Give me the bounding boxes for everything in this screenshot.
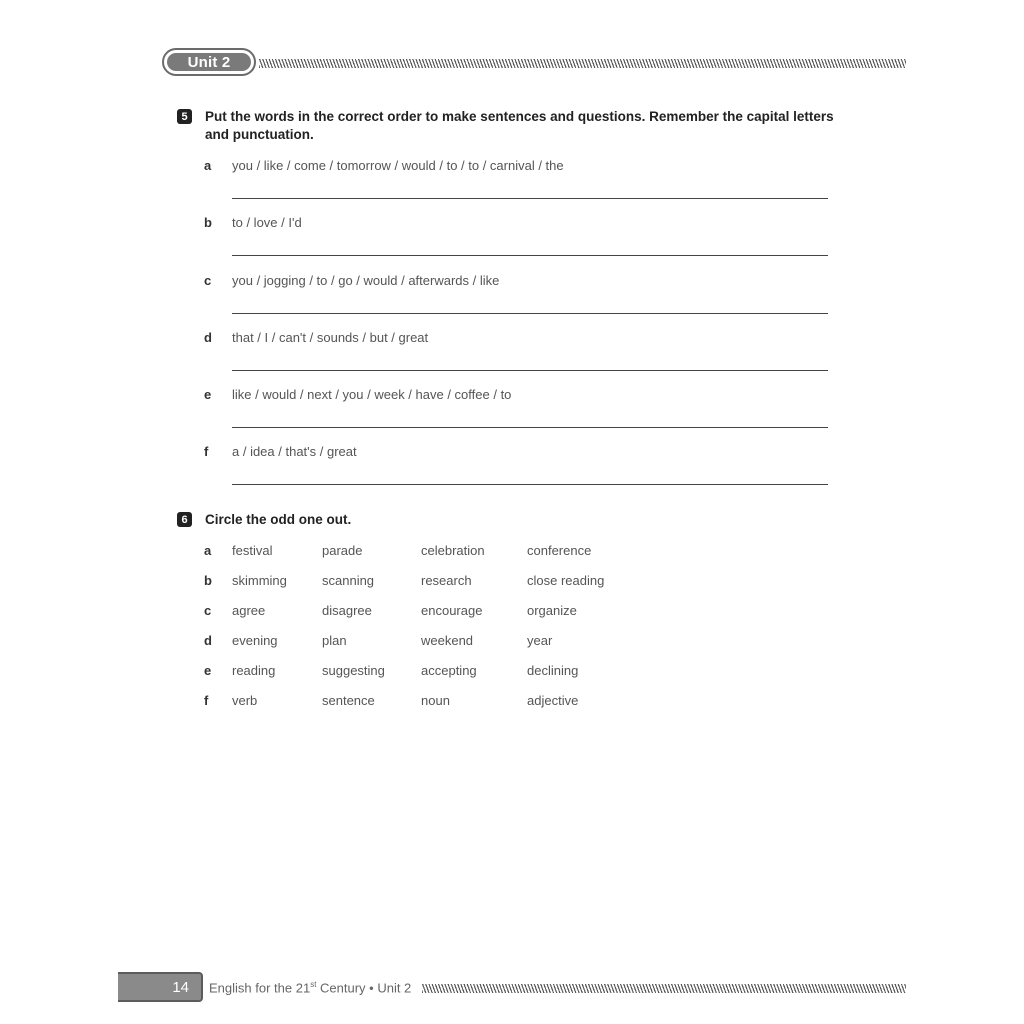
item-letter: a — [204, 158, 212, 173]
odd-word-option[interactable]: conference — [527, 543, 592, 558]
odd-word-option[interactable]: plan — [322, 633, 347, 648]
item-prompt: to / love / I'd — [232, 215, 302, 230]
footer-title-superscript: st — [310, 980, 317, 989]
header-hatch-rule — [259, 59, 906, 68]
odd-word-option[interactable]: encourage — [421, 603, 483, 618]
odd-word-option[interactable]: disagree — [322, 603, 372, 618]
odd-word-option[interactable]: sentence — [322, 693, 375, 708]
exercise-6-number-badge: 6 — [177, 512, 192, 527]
odd-word-option[interactable]: festival — [232, 543, 273, 558]
item-letter: d — [204, 330, 212, 345]
odd-word-option[interactable]: organize — [527, 603, 577, 618]
answer-line[interactable] — [232, 484, 828, 485]
item-letter: e — [204, 387, 212, 402]
item-prompt: you / jogging / to / go / would / afterwards / like — [232, 273, 500, 288]
odd-word-option[interactable]: agree — [232, 603, 266, 618]
exercise-5-instruction-line-2: and punctuation. — [205, 127, 314, 142]
odd-word-option[interactable]: noun — [421, 693, 450, 708]
odd-word-option[interactable]: year — [527, 633, 553, 648]
odd-word-option[interactable]: skimming — [232, 573, 287, 588]
odd-word-option[interactable]: evening — [232, 633, 278, 648]
odd-word-option[interactable]: adjective — [527, 693, 579, 708]
odd-word-option[interactable]: accepting — [421, 663, 477, 678]
item-prompt: you / like / come / tomorrow / would / to / to / carnival / the — [232, 158, 564, 173]
answer-line[interactable] — [232, 198, 828, 199]
odd-word-option[interactable]: research — [421, 573, 472, 588]
answer-line[interactable] — [232, 313, 828, 314]
exercise-5-number-badge: 5 — [177, 109, 192, 124]
footer-title-unit: Century • Unit 2 — [316, 980, 412, 996]
row-letter: f — [204, 693, 209, 708]
row-letter: d — [204, 633, 212, 648]
odd-word-option[interactable]: scanning — [322, 573, 375, 588]
row-letter: b — [204, 573, 212, 588]
answer-line[interactable] — [232, 370, 828, 371]
footer-book-title — [209, 980, 411, 995]
page-number-tab — [118, 972, 203, 1002]
odd-word-option[interactable]: weekend — [421, 633, 474, 648]
odd-word-option[interactable]: close reading — [527, 573, 605, 588]
page-number: 14 — [172, 979, 189, 996]
item-letter: b — [204, 215, 212, 230]
footer-title-text: English for the 21 — [209, 980, 311, 996]
odd-word-option[interactable]: verb — [232, 693, 258, 708]
row-letter: c — [204, 603, 212, 618]
odd-word-option[interactable]: suggesting — [322, 663, 385, 678]
odd-word-option[interactable]: celebration — [421, 543, 485, 558]
item-prompt: that / I / can't / sounds / but / great — [232, 330, 429, 345]
item-letter: c — [204, 273, 212, 288]
exercise-6-instruction: Circle the odd one out. — [205, 512, 352, 527]
answer-line[interactable] — [232, 255, 828, 256]
exercise-5-instruction-line-1: Put the words in the correct order to make sentences and questions. Remember the capital letters — [205, 109, 834, 124]
odd-word-option[interactable]: parade — [322, 543, 363, 558]
item-prompt: like / would / next / you / week / have / coffee / to — [232, 387, 512, 402]
unit-label: Unit 2 — [167, 53, 251, 71]
row-letter: a — [204, 543, 212, 558]
answer-line[interactable] — [232, 427, 828, 428]
footer-hatch-rule — [422, 984, 906, 993]
row-letter: e — [204, 663, 212, 678]
item-prompt: a / idea / that's / great — [232, 444, 357, 459]
odd-word-option[interactable]: reading — [232, 663, 276, 678]
unit-badge — [162, 48, 256, 76]
odd-word-option[interactable]: declining — [527, 663, 579, 678]
item-letter: f — [204, 444, 209, 459]
